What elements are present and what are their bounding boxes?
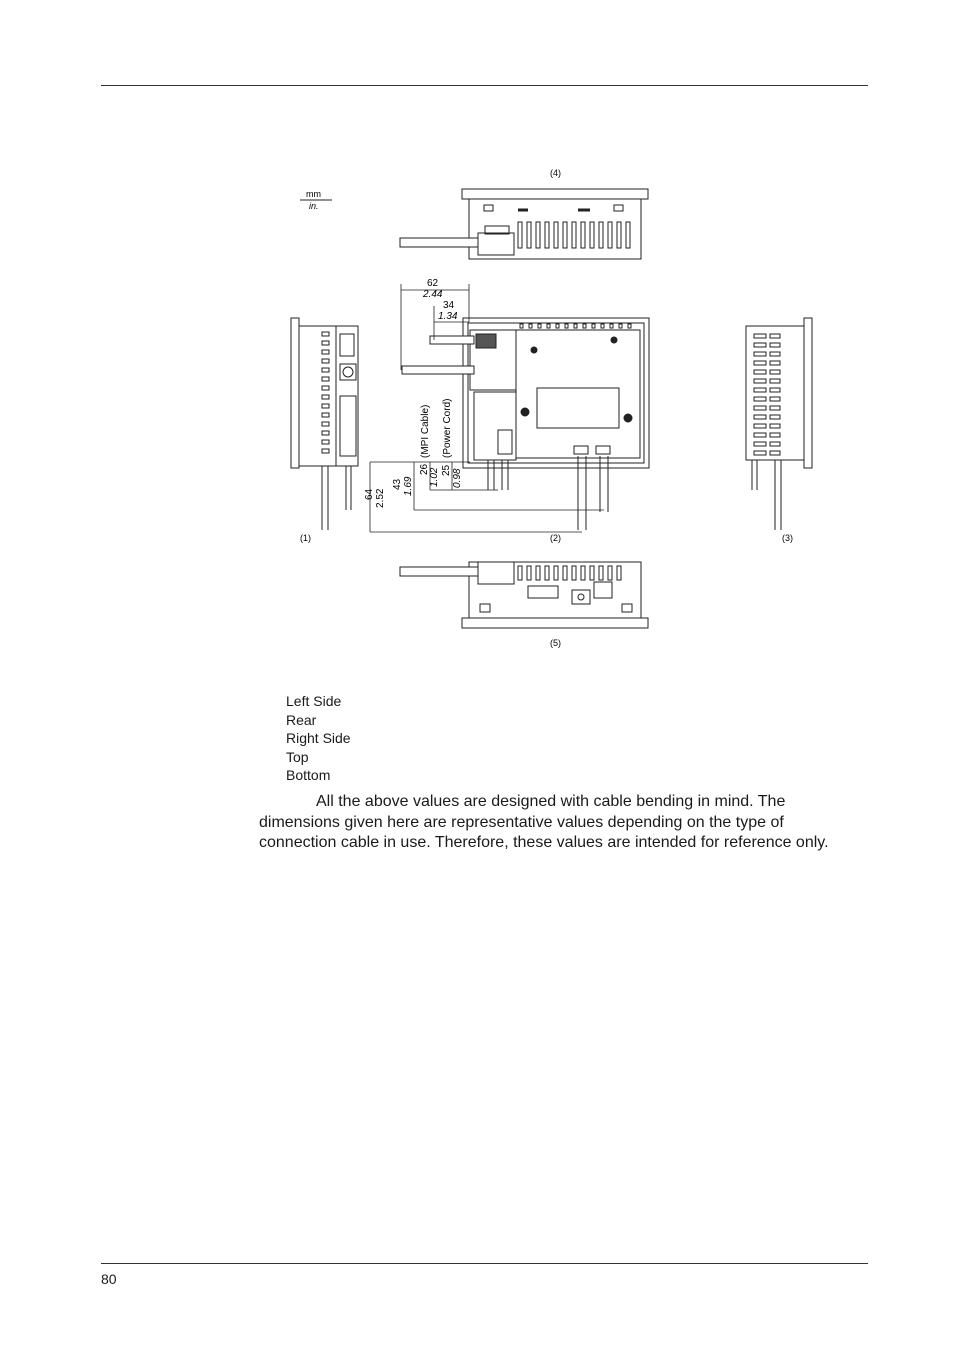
view-label-top: (4) [550, 168, 561, 178]
dim-25-in: 0.98 [452, 468, 463, 488]
dim-34-mm: 34 [443, 300, 455, 311]
legend-item: Bottom [286, 767, 331, 784]
footer-rule [101, 1263, 868, 1264]
rear-view [402, 318, 649, 530]
view-label-rear: (2) [550, 533, 561, 543]
top-view [400, 189, 648, 259]
dim-43-in: 1.69 [403, 476, 414, 496]
dim-34-in: 1.34 [438, 311, 458, 322]
power-cord-label: (Power Cord) [442, 398, 453, 458]
dim-62-in: 2.44 [423, 289, 443, 300]
view-label-right: (3) [782, 533, 793, 543]
unit-mm: mm [306, 189, 321, 199]
view-legend [286, 692, 351, 785]
dim-43-mm: 43 [392, 478, 403, 490]
page-number: 80 [101, 1271, 117, 1287]
dim-26-in: 1.02 [429, 467, 440, 487]
right-side-view [746, 318, 812, 530]
legend-item: Right Side [286, 730, 351, 747]
view-label-left: (1) [300, 533, 311, 543]
dim-26-mm: 26 [419, 463, 430, 475]
legend-item: Rear [286, 711, 317, 728]
dim-25-mm: 25 [441, 464, 452, 476]
view-label-bottom: (5) [550, 638, 561, 648]
legend-item: Top [286, 748, 309, 765]
bottom-view [400, 562, 648, 628]
unit-in: in. [309, 201, 319, 211]
note-paragraph: All the above values are designed with cable bending in mind. The dimensions given here are representative values depending on the type of connection cable in use. Therefore, these values are intended for reference only. [259, 793, 829, 851]
left-side-view [291, 318, 358, 530]
dim-62-mm: 62 [427, 278, 439, 289]
legend-item: Left Side [286, 693, 342, 709]
dim-64-in: 2.52 [375, 488, 386, 508]
mpi-cable-label: (MPI Cable) [420, 404, 431, 458]
dim-64-mm: 64 [364, 488, 375, 500]
